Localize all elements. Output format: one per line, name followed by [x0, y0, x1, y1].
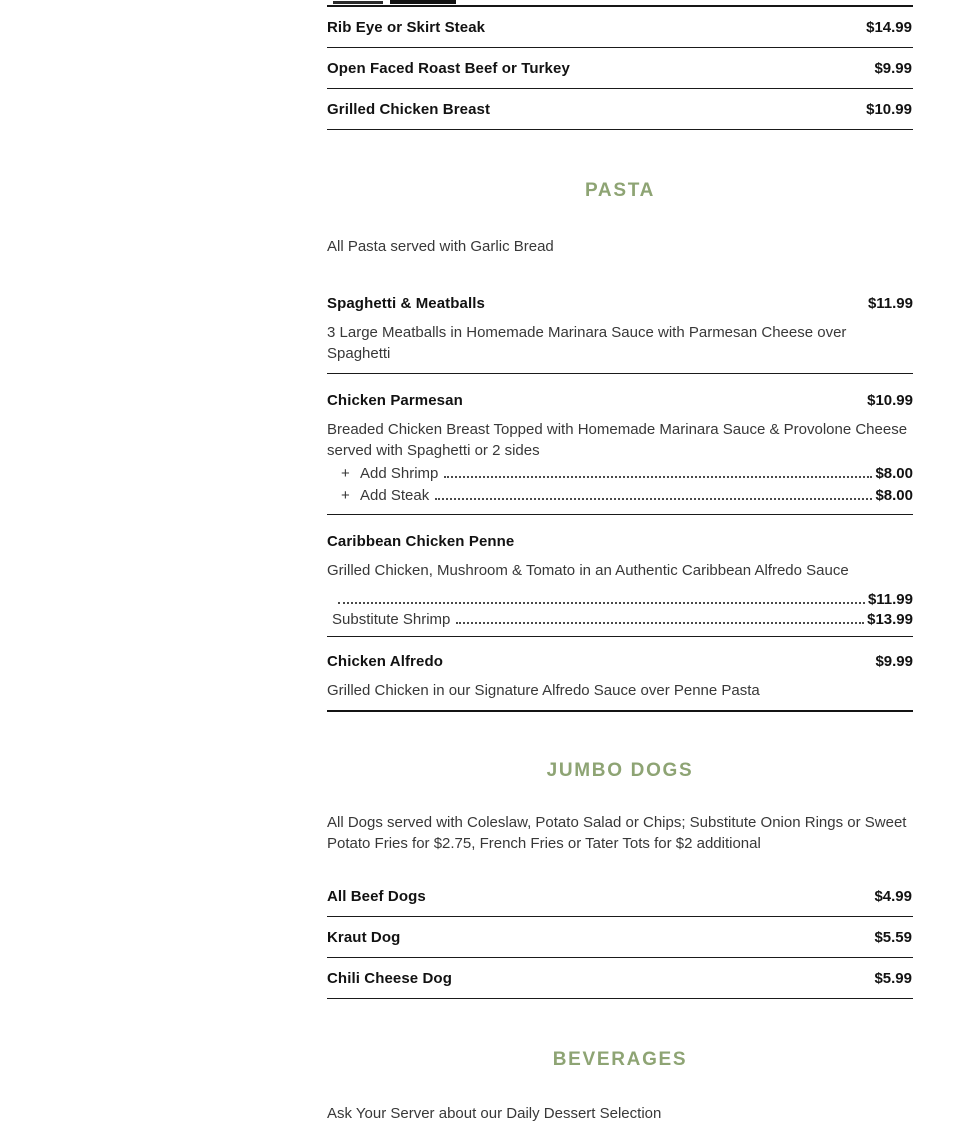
- section-note-pasta: All Pasta served with Garlic Bread: [327, 238, 554, 255]
- menu-item-row: [327, 7, 913, 48]
- item-name: Kraut Dog: [327, 929, 401, 946]
- section-heading-beverages: BEVERAGES: [552, 1049, 688, 1070]
- menu-page: [327, 0, 913, 1124]
- menu-item-block: [327, 653, 913, 712]
- menu-item-block: [327, 392, 913, 515]
- menu-item-row: [327, 89, 913, 130]
- clipped-item-remnant: [327, 0, 913, 5]
- item-price: $5.59: [874, 929, 912, 946]
- option-price: $11.99: [867, 591, 913, 608]
- item-name: Spaghetti & Meatballs: [327, 295, 485, 312]
- plus-sign: +: [341, 487, 350, 504]
- item-price: $11.99: [867, 295, 913, 312]
- item-head: [327, 533, 913, 551]
- dotted-leader: [444, 476, 872, 478]
- addon-label: Add Shrimp: [360, 465, 439, 482]
- item-price: $14.99: [866, 19, 912, 36]
- item-description: 3 Large Meatballs in Homemade Marinara Sauce with Parmesan Cheese over Spaghetti: [327, 324, 847, 362]
- dotted-leader: [338, 602, 865, 604]
- menu-item-block: [327, 295, 913, 374]
- option-label: Substitute Shrimp: [332, 611, 451, 628]
- item-head: [327, 653, 913, 671]
- item-name: Chili Cheese Dog: [327, 970, 452, 987]
- addon-row: [327, 465, 913, 483]
- item-price: $4.99: [874, 888, 912, 905]
- addon-row: [327, 487, 913, 505]
- plus-sign: +: [341, 465, 350, 482]
- item-price: $10.99: [867, 392, 913, 409]
- dotted-leader: [435, 498, 872, 500]
- item-description: Grilled Chicken, Mushroom & Tomato in an Authentic Caribbean Alfredo Sauce: [327, 562, 849, 579]
- item-name: Open Faced Roast Beef or Turkey: [327, 60, 570, 77]
- menu-item-row: [327, 917, 913, 958]
- item-name: Chicken Parmesan: [327, 392, 463, 409]
- section-note-beverages: Ask Your Server about our Daily Dessert Selection: [327, 1105, 662, 1122]
- menu-item-block: [327, 533, 913, 637]
- item-head: [327, 295, 913, 313]
- clipped-text-remnant: [333, 1, 383, 4]
- dotted-leader: [456, 622, 864, 624]
- item-price: $10.99: [866, 101, 912, 118]
- menu-item-row: [327, 958, 913, 999]
- item-name: All Beef Dogs: [327, 888, 426, 905]
- item-price: $5.99: [874, 970, 912, 987]
- menu-item-row: [327, 876, 913, 917]
- addon-price: $8.00: [875, 465, 913, 482]
- item-head: [327, 392, 913, 410]
- item-name: Chicken Alfredo: [327, 653, 443, 670]
- section-heading-pasta: PASTA: [584, 180, 656, 201]
- item-description: Breaded Chicken Breast Topped with Homemade Marinara Sauce & Provolone Cheese served with Spaghetti or 2 sides: [327, 421, 908, 459]
- addon-price: $8.00: [875, 487, 913, 504]
- item-price: $9.99: [874, 60, 912, 77]
- menu-item-row: [327, 48, 913, 89]
- section-note-jumbo-dogs: All Dogs served with Coleslaw, Potato Salad or Chips; Substitute Onion Rings or Sweet Potato Fries for $2.75, French Fries or Tater Tots for $2 additional: [327, 814, 907, 852]
- item-description: Grilled Chicken in our Signature Alfredo Sauce over Penne Pasta: [327, 682, 760, 699]
- item-name: Rib Eye or Skirt Steak: [327, 19, 486, 36]
- section-heading-jumbo-dogs: JUMBO DOGS: [546, 760, 694, 781]
- option-row: [327, 591, 913, 609]
- option-row: [327, 611, 913, 629]
- item-price: $9.99: [875, 653, 913, 670]
- addon-label: Add Steak: [360, 487, 430, 504]
- item-name: Grilled Chicken Breast: [327, 101, 491, 118]
- item-name: Caribbean Chicken Penne: [327, 533, 515, 550]
- option-price: $13.99: [867, 611, 913, 628]
- clipped-text-remnant: [390, 0, 456, 4]
